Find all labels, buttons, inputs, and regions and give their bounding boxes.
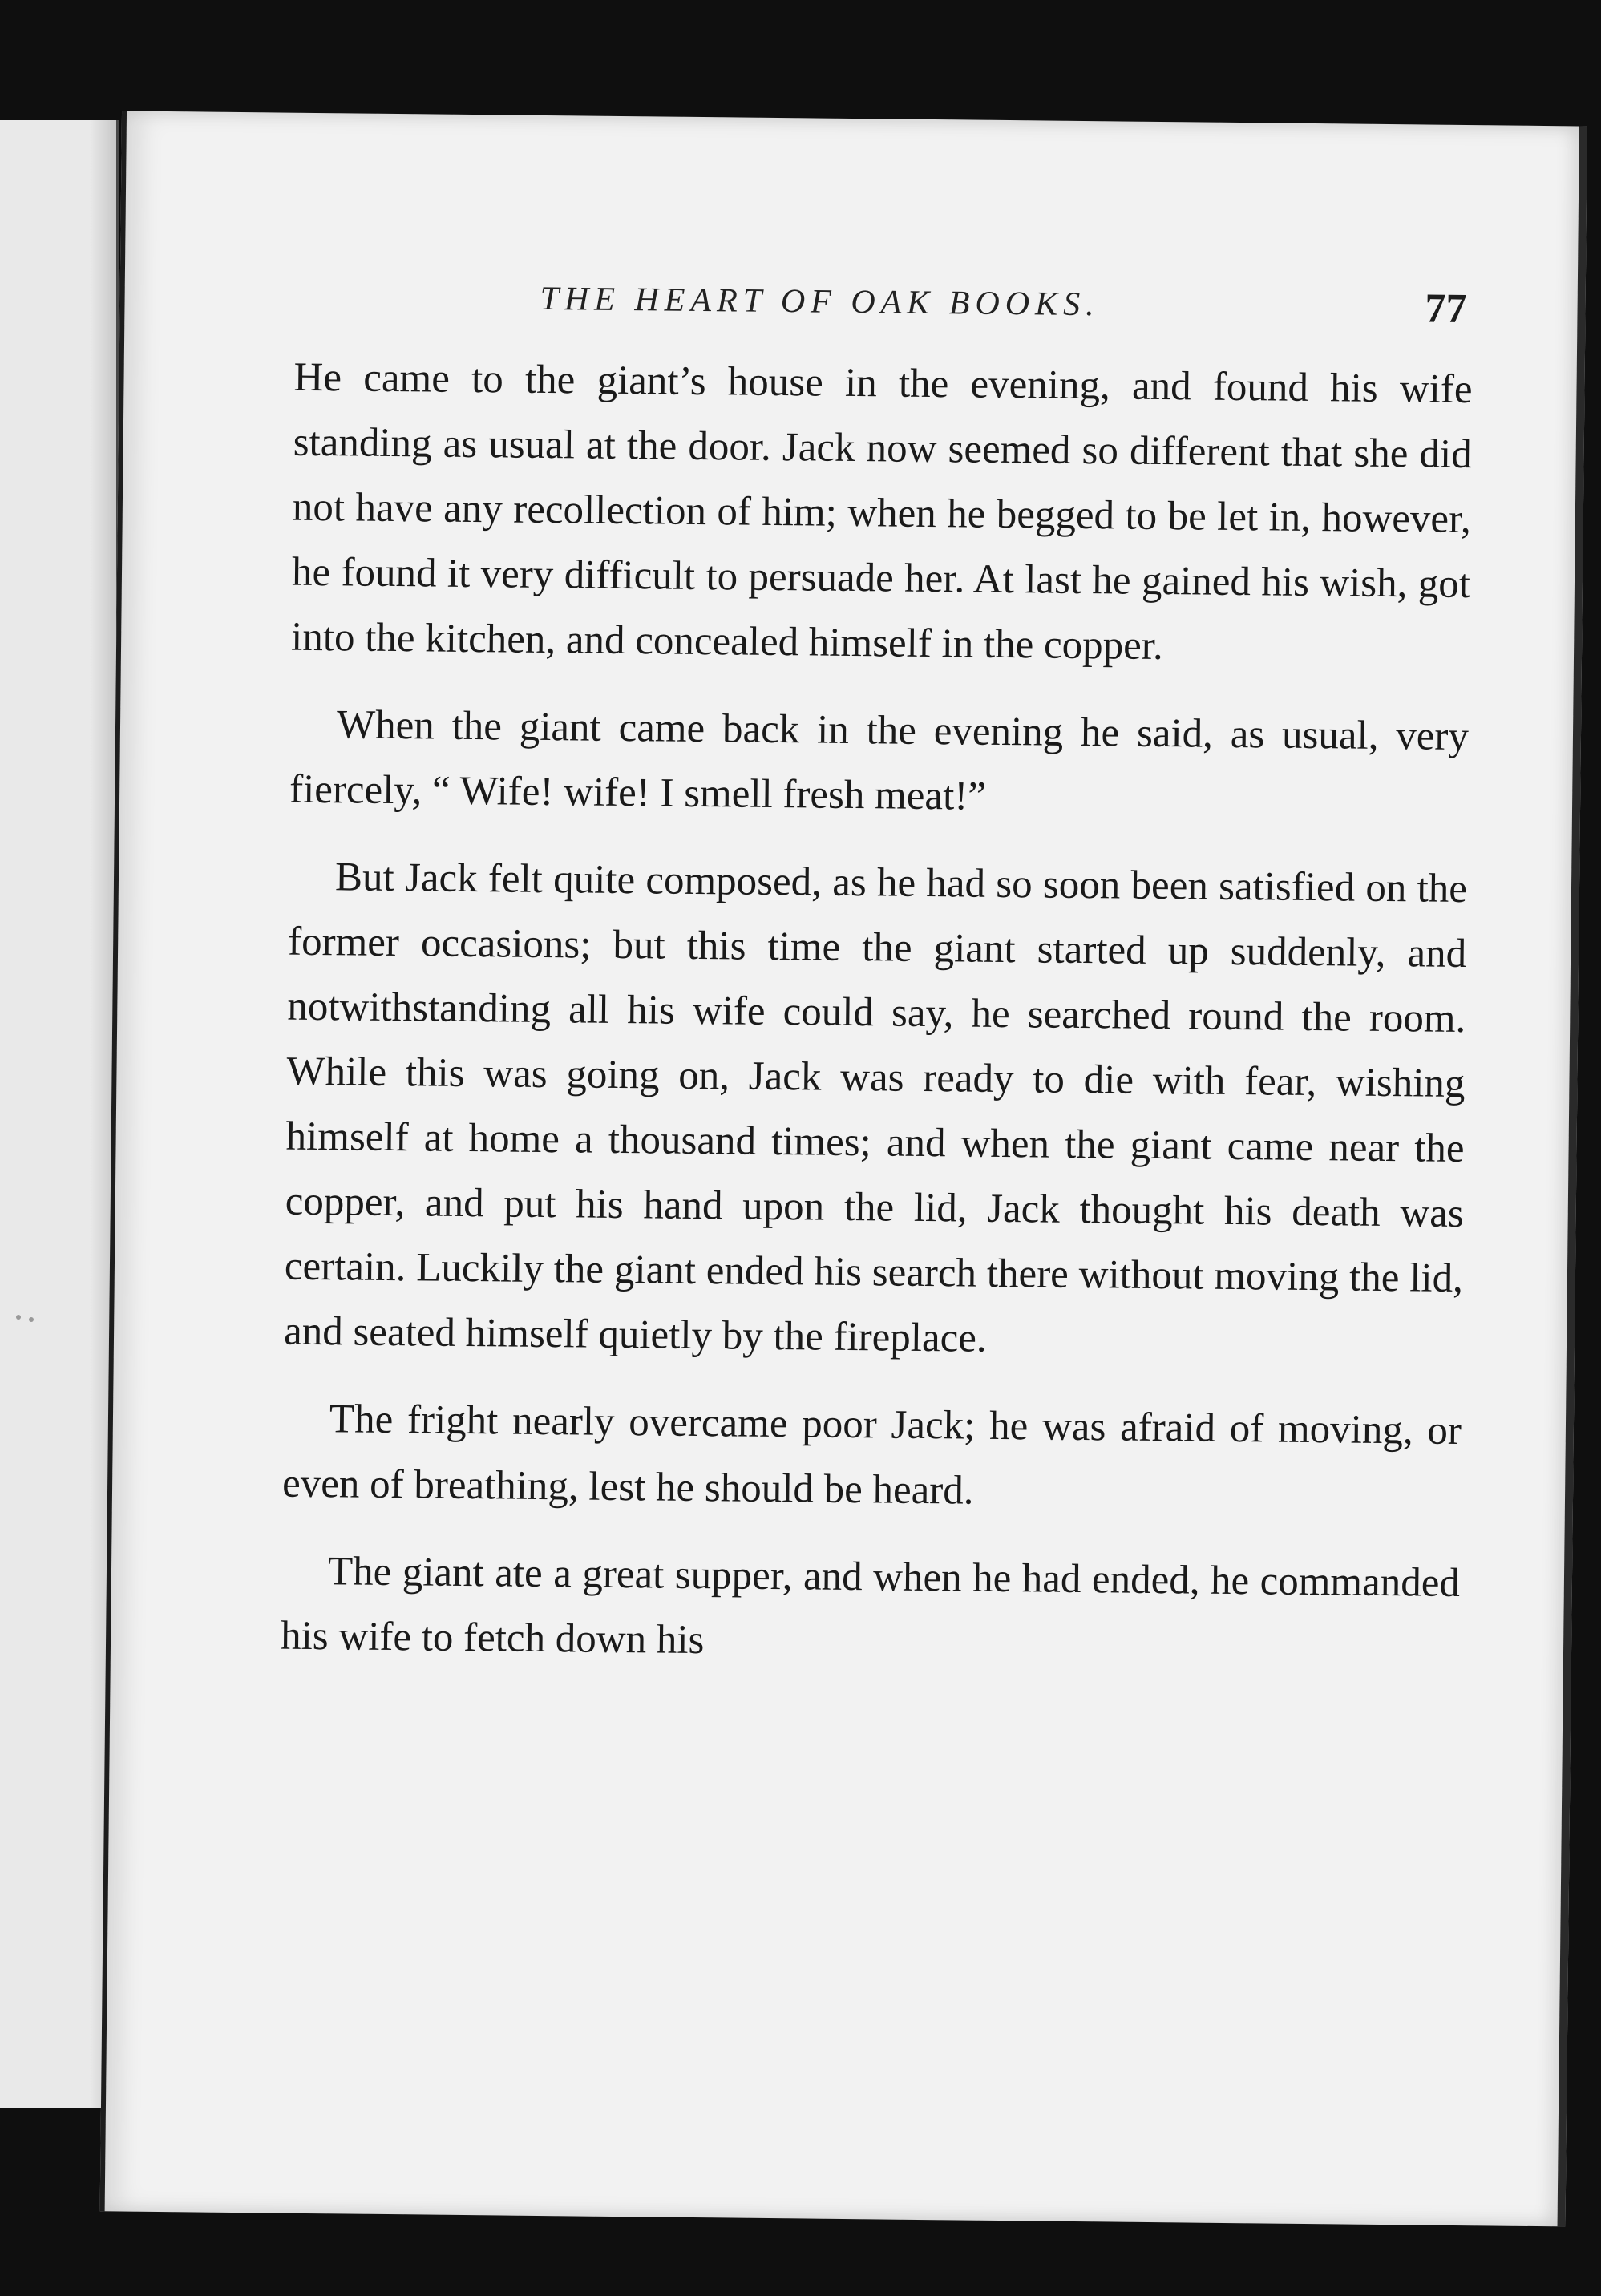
paragraph-3: But Jack felt quite composed, as he had so soon been satisfied on the former occasions; but this time the giant started up suddenly, and notwithstanding all his wife could say, he searched round the room. While this was going on, Jack was ready to die with fear, wishing himself at home a thousand times; and when the giant came near the copper, and put his hand upon the lid, Jack thought his death was certain. Luckily the giant ended his search there without moving the lid, and seated himself quietly by the fireplace. [283, 855, 1468, 1361]
page-speck [29, 1317, 34, 1322]
running-head: THE HEART OF OAK BOOKS. [540, 280, 1100, 324]
paragraph-4: The fright nearly overcame poor Jack; he was afraid of moving, or even of breathing, lest he should be heard. [281, 1397, 1462, 1514]
page-number: 77 [1425, 285, 1467, 333]
page-speck [16, 1315, 21, 1320]
paragraph-2: When the giant came back in the evening he said, as usual, very fiercely, “ Wife! wife! I smell fresh meat!” [289, 702, 1470, 819]
book-page [100, 111, 1587, 2226]
paragraph-5: The giant ate a great supper, and when he had ended, he commanded his wife to fetch down his [280, 1549, 1461, 1663]
page-body [280, 346, 1473, 1704]
paragraph-1: He came to the giant’s house in the evening, and found his wife standing as usual at the door. Jack now seemed so different that she did not have any recollection of him; when he begged to be let in, however, he found it very difficult to persuade her. At last he gained his wish, got into the kitchen, and concealed himself in the copper. [290, 354, 1473, 669]
